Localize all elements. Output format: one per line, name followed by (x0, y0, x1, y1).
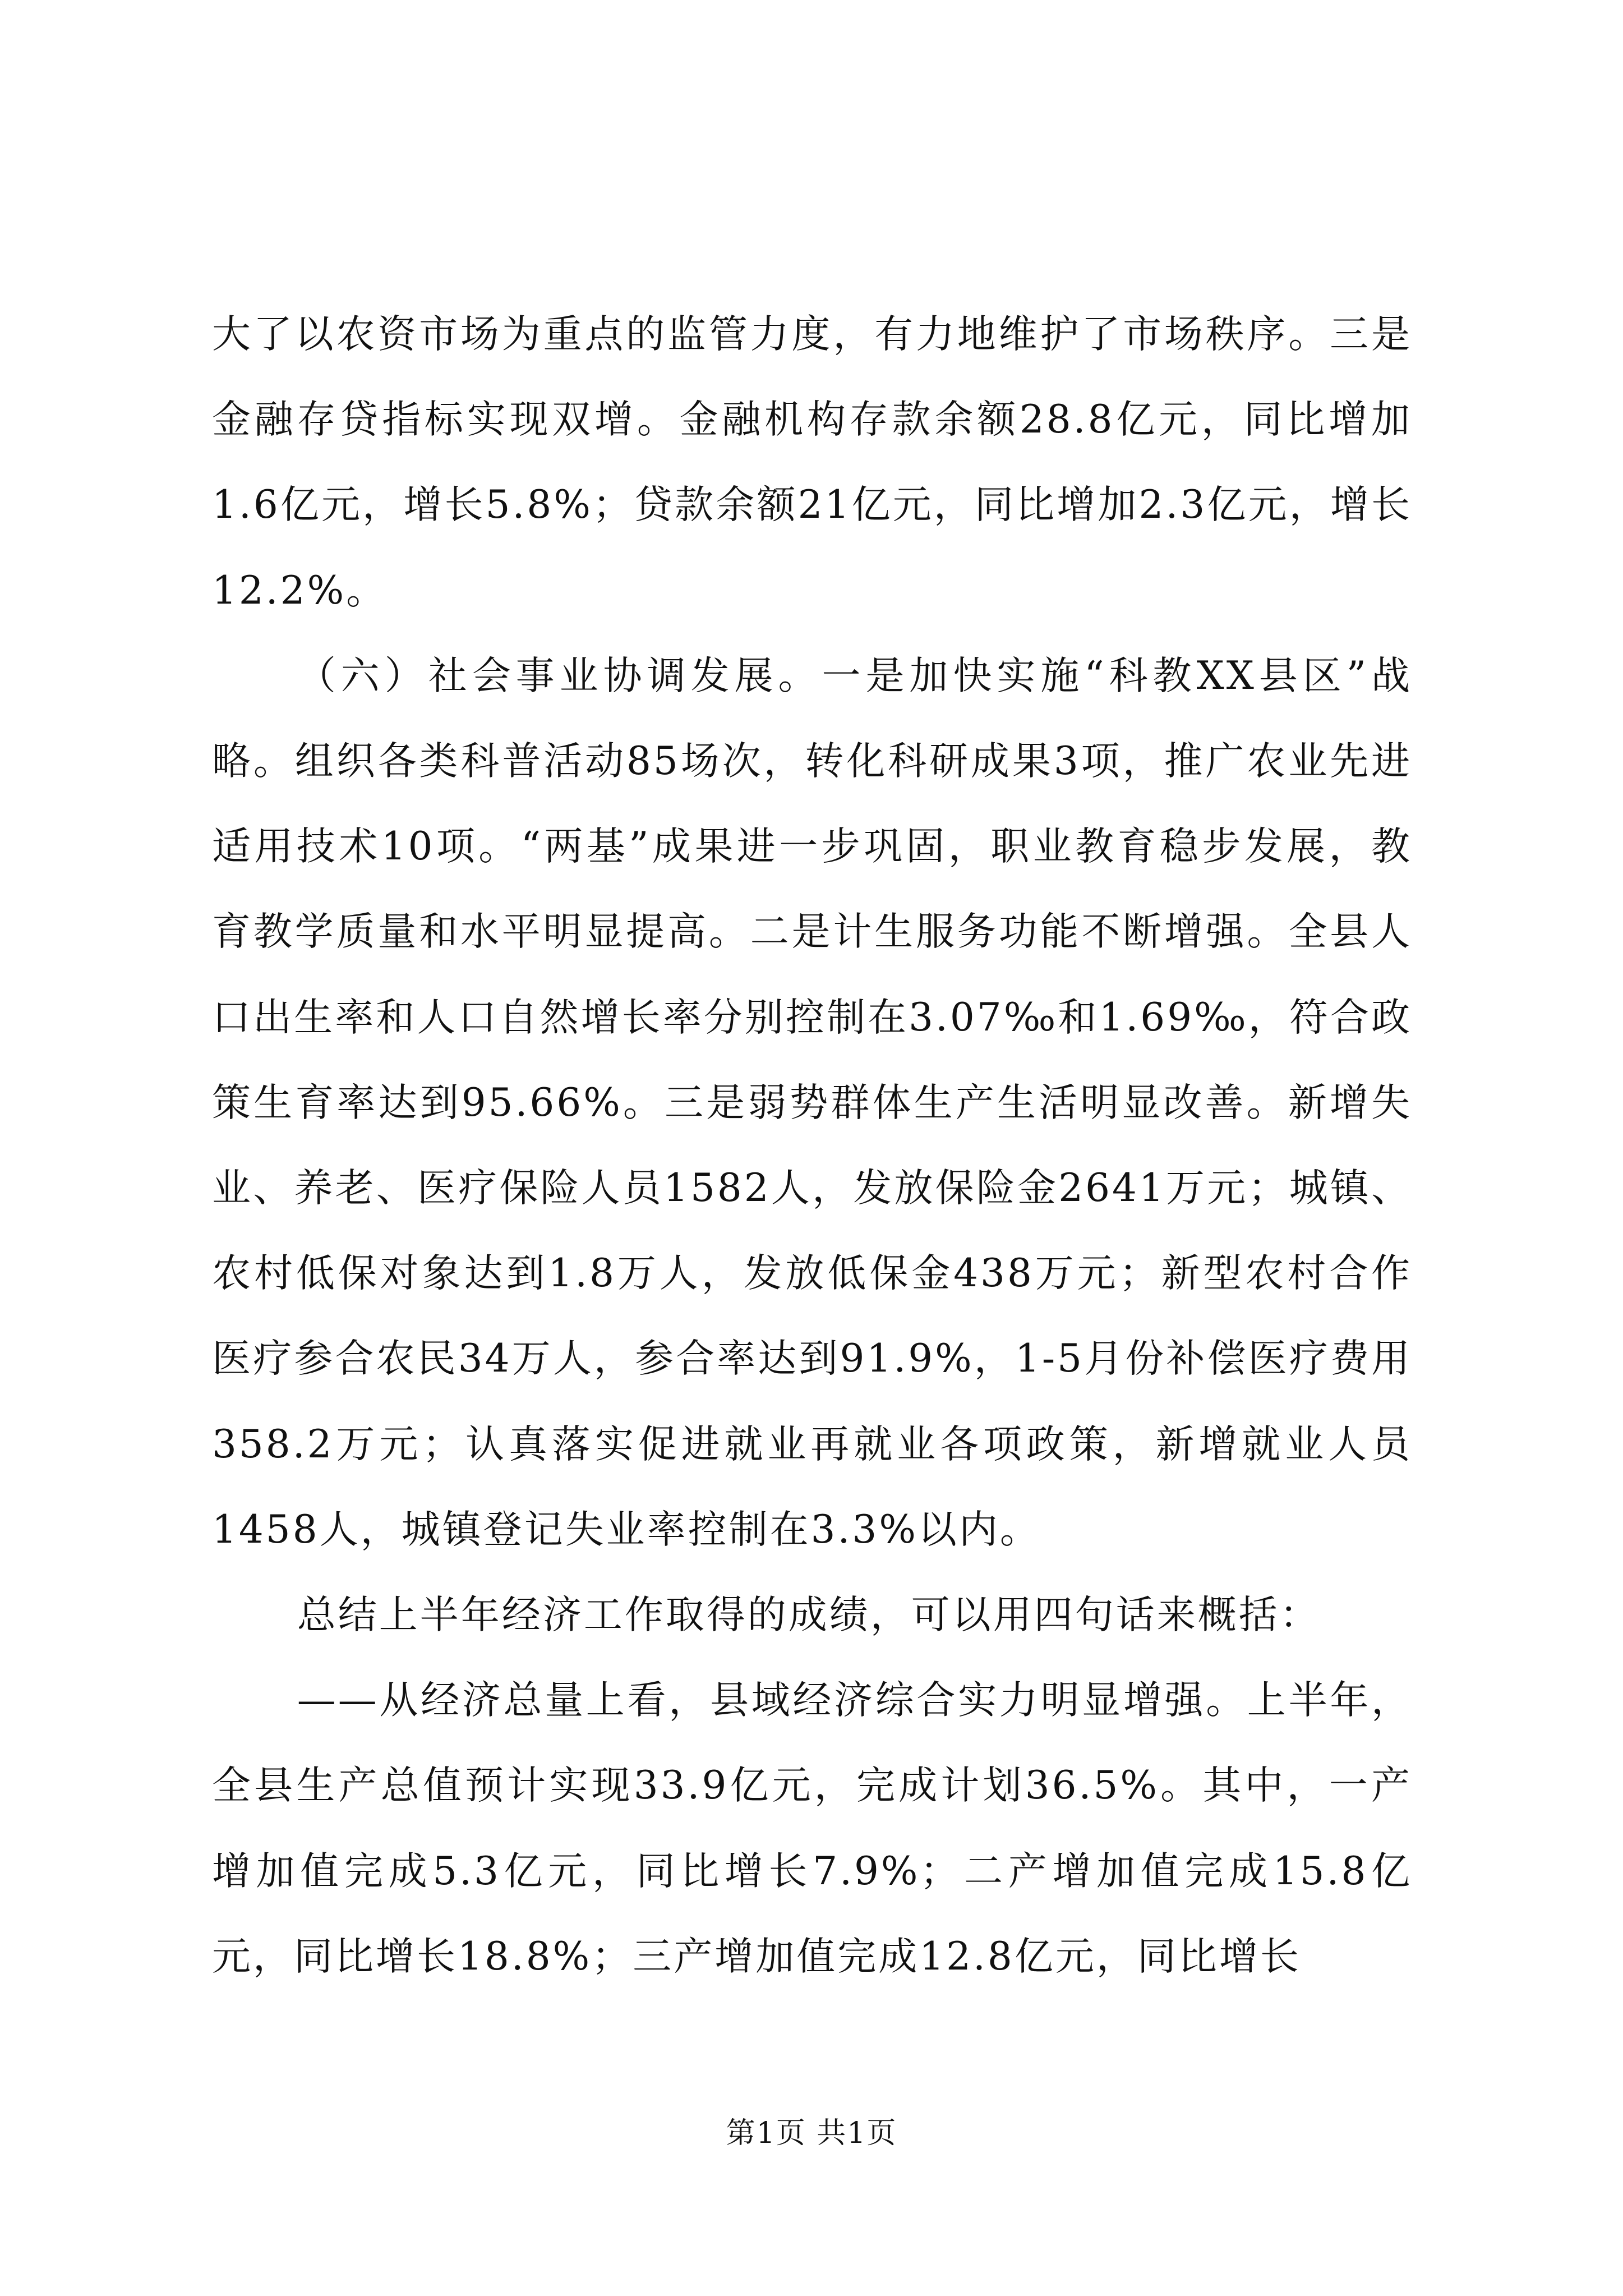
page-footer: 第1页 共1页 (726, 2116, 897, 2150)
paragraph-continuation: 大了以农资市场为重点的监管力度，有力地维护了市场秩序。三是金融存贷指标实现双增。金融机构存款余额28.8亿元，同比增加1.6亿元，增长5.8%；贷款余额21亿元，同比增加2.3亿元，增长12.2%。 (212, 312, 1412, 613)
document-body (212, 292, 1412, 1999)
paragraph-social-affairs: （六）社会事业协调发展。一是加快实施“科教XX县区”战略。组织各类科普活动85场次，转化科研成果3项，推广农业先进适用技术10项。“两基”成果进一步巩固，职业教育稳步发展，教育教学质量和水平明显提高。二是计生服务功能不断增强。全县人口出生率和人口自然增长率分别控制在3.07‰和1.69‰，符合政策生育率达到95.66%。三是弱势群体生产生活明显改善。新增失业、养老、医疗保险人员1582人，发放保险金2641万元；城镇、农村低保对象达到1.8万人，发放低保金438万元；新型农村合作医疗参合农民34万人，参合率达到91.9%，1-5月份补偿医疗费用358.2万元；认真落实促进就业再就业各项政策，新增就业人员1458人，城镇登记失业率控制在3.3%以内。 (212, 653, 1412, 1552)
paragraph-summary-intro: 总结上半年经济工作取得的成绩，可以用四句话来概括： (297, 1593, 1321, 1638)
paragraph-economic-total: ——从经济总量上看，县域经济综合实力明显增强。上半年，全县生产总值预计实现33.9亿元，完成计划36.5%。其中，一产增加值完成5.3亿元，同比增长7.9%；二产增加值完成15.8亿元，同比增长18.8%；三产增加值完成12.8亿元，同比增长 (212, 1678, 1412, 1979)
